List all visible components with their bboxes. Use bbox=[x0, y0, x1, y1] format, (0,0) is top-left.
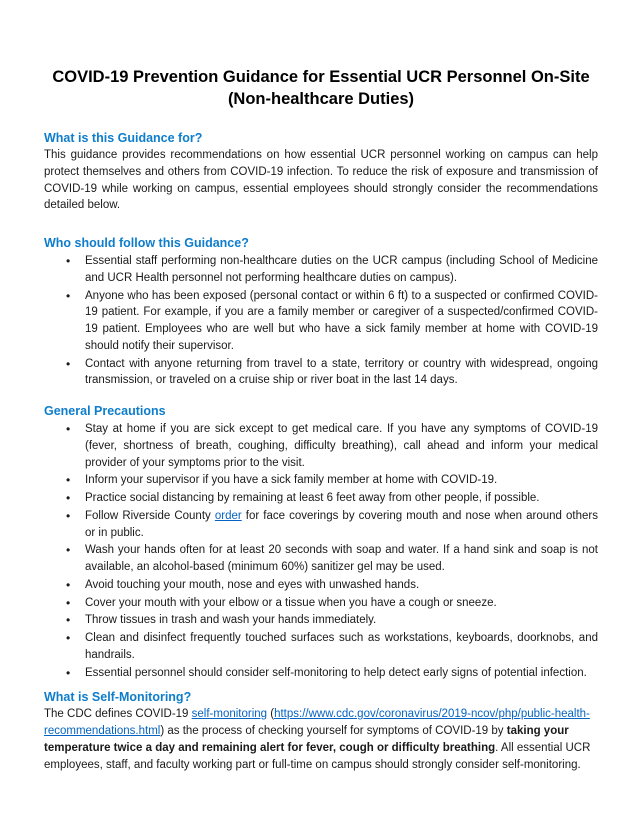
paragraph-guidance-for: This guidance provides recommendations on how essential UCR personnel working on campus can help protect themselves and others from COVID-19 infection. To reduce the risk of exposure and transmission of COVID-19 while working on campus, essential employees should strongly consider the recommendations detailed below. bbox=[44, 149, 598, 212]
bullet-item bbox=[44, 472, 598, 489]
text-run: taking your temperature twice a day and remaining alert for fever, cough or difficulty breathing bbox=[44, 725, 569, 755]
bullet-item bbox=[44, 612, 598, 629]
text-run: Practice social distancing by remaining at least 6 feet away from other people, if possible. bbox=[85, 492, 540, 504]
document-content bbox=[44, 66, 598, 774]
section-heading-who-should-follow: Who should follow this Guidance? bbox=[44, 236, 249, 250]
text-run: Throw tissues in trash and wash your hands immediately. bbox=[85, 614, 377, 627]
bullet-item bbox=[44, 421, 598, 471]
bullet-item bbox=[44, 253, 598, 287]
bullet-item bbox=[44, 577, 598, 594]
section-heading-self-monitoring: What is Self-Monitoring? bbox=[44, 690, 192, 705]
text-run: ) as the process of checking yourself for symptoms of COVID-19 by bbox=[160, 725, 507, 738]
bullet-item bbox=[44, 356, 598, 390]
text-run: Anyone who has been exposed (personal contact or within 6 ft) to a suspected or confirmed COVID-19 patient. For example, if you are a family member or caregiver of a suspected/confirmed COVID-19 patient. Employees who are well but who have a sick family member at home with COVID-19 should notify their supervisor. bbox=[85, 289, 598, 352]
text-run: for face coverings by covering mouth and nose when around others or in public. bbox=[85, 509, 598, 539]
text-run: Wash your hands often for at least 20 seconds with soap and water. If a hand sink and soap is not available, an alcohol-based (minimum 60%) sanitizer gel may be used. bbox=[85, 544, 598, 573]
text-run: Follow Riverside County bbox=[85, 509, 215, 522]
text-run: Avoid touching your mouth, nose and eyes with unwashed hands. bbox=[85, 578, 420, 591]
text-run: Cover your mouth with your elbow or a tissue when you have a cough or sneeze. bbox=[85, 596, 497, 609]
section-heading-guidance-for: What is this Guidance for? bbox=[44, 131, 203, 145]
section-heading-general-precautions: General Precautions bbox=[44, 404, 166, 418]
text-run: Contact with anyone returning from travel to a state, territory or country with widespread, ongoing transmission, or traveled on a cruise ship or river boat in the last 14 days. bbox=[85, 357, 598, 387]
bullet-item bbox=[44, 288, 598, 355]
text-run: . All essential UCR employees, staff, and faculty working part or full-time on campus should strongly consider self-monitoring. bbox=[44, 742, 591, 772]
text-run: Essential staff performing non-healthcare duties on the UCR campus (including School of Medicine and UCR Health personnel not performing healthcare duties on campus). bbox=[85, 255, 598, 284]
inline-link[interactable]: self-monitoring bbox=[191, 708, 268, 721]
text-run: The CDC defines COVID-19 bbox=[44, 708, 192, 721]
document-title-line2: (Non-healthcare Duties) bbox=[227, 90, 415, 108]
inline-link[interactable]: order bbox=[214, 509, 242, 522]
bullet-item bbox=[44, 630, 598, 664]
inline-link[interactable]: https://www.cdc.gov/coronavirus/2019-ncov/php/public-health-recommendations.html bbox=[44, 708, 590, 738]
bullet-item bbox=[44, 542, 598, 576]
bullet-item bbox=[44, 595, 598, 612]
text-run: Stay at home if you are sick except to get medical care. If you have any symptoms of COVID-19 (fever, shortness of breath, coughing, difficulty breathing), call ahead and inform your medical provider of your symptoms prior to the visit. bbox=[85, 423, 598, 469]
document-title bbox=[44, 66, 598, 110]
text-run: Clean and disinfect frequently touched surfaces such as workstations, keyboards, doorknobs, and handrails. bbox=[85, 632, 598, 661]
bullet-item bbox=[44, 490, 598, 507]
bullet-item bbox=[44, 508, 598, 542]
text-run: Essential personnel should consider self-monitoring to help detect early signs of potential infection. bbox=[85, 666, 587, 679]
general-precautions-list bbox=[44, 421, 598, 681]
document-title-line1: COVID-19 Prevention Guidance for Essential UCR Personnel On-Site bbox=[52, 68, 590, 86]
bullet-item bbox=[44, 665, 598, 682]
text-run: ( bbox=[267, 708, 275, 721]
who-should-follow-list bbox=[44, 253, 598, 389]
text-run: Inform your supervisor if you have a sick family member at home with COVID-19. bbox=[85, 474, 498, 487]
paragraph-self-monitoring bbox=[44, 706, 598, 774]
